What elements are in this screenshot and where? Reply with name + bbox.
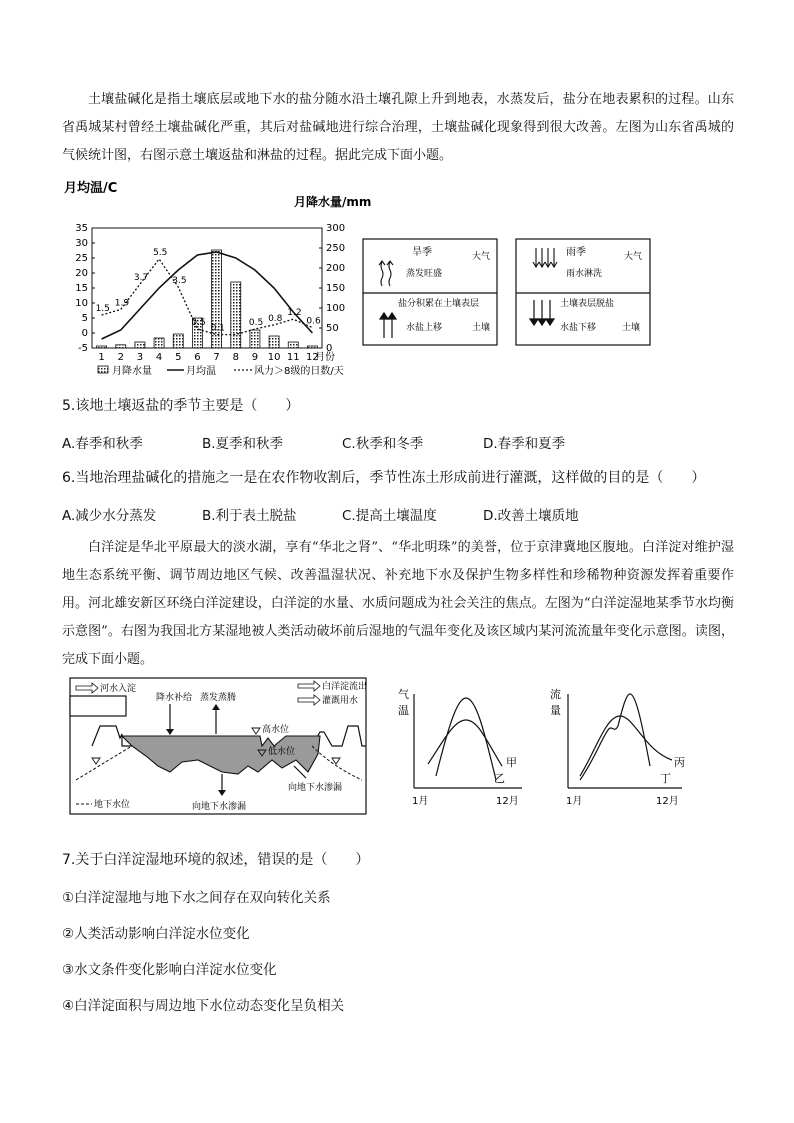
intro-paragraph-2: 白洋淀是华北平原最大的淡水湖，享有“华北之肾”、“华北明珠”的美誉，位于京津冀地区腹地。白洋淀对维护湿地生态系统平衡、调节周边地区气候、改善温湿状况、补充地下水及保护生物多样性和珍稀物种资源发挥着重要作用。河北雄安新区环绕白洋淀建设，白洋淀的水量、水质问题成为社会关注的焦点。左图为“白洋淀湿地某季节水均衡示意图”。右图为我国北方某湿地被人类活动破坏前后湿地的气温年变化及该区域内某河流流量年变化示意图。读图，完成下面小题。: [62, 540, 734, 667]
legend-temp-label: 月均温: [186, 366, 216, 377]
curve-label-yi: 乙: [494, 772, 505, 785]
month-tick-label: 1: [98, 352, 105, 363]
right-tick-label: 200: [326, 263, 346, 274]
q7-item-4: ④白洋淀面积与周边地下水位动态变化呈负相关: [62, 998, 345, 1014]
legend-wind-label: 风力＞8级的日数/天: [254, 366, 344, 377]
dry-soil-label: 土壤: [472, 323, 491, 333]
precip-bar: [116, 345, 126, 348]
dry-bottom-text: 水盐上移: [406, 323, 443, 333]
month-tick-label: 8: [232, 352, 239, 363]
soil-salt-diagram: [362, 238, 742, 348]
month-tick-label: 3: [136, 352, 144, 363]
question-5-stem: 5.该地土壤返盐的季节主要是（ ）: [62, 398, 300, 414]
label-low-water-level: 低水位: [268, 747, 296, 757]
left-tick-label: 5: [81, 313, 88, 324]
wind-data-label: 0.8: [268, 313, 283, 324]
flow-curve-bing: [580, 716, 672, 776]
month-tick-label: 9: [251, 352, 259, 363]
chart-right-axis-label: 月降水量/mm: [294, 195, 372, 209]
precip-bar: [154, 338, 164, 348]
temp-x-end: 12月: [496, 796, 519, 807]
chart-left-axis-label: 月均温/C: [64, 181, 118, 196]
rain-atmos-label: 大气: [624, 252, 643, 262]
curve-label-bing: 丙: [674, 756, 685, 769]
flow-chart-ylabel-2: 量: [550, 704, 561, 717]
wind-data-label: 0.6: [306, 316, 321, 327]
month-tick-label: 10: [267, 352, 281, 363]
dry-atmos-label: 大气: [472, 252, 491, 262]
question-7-stem: 7.关于白洋淀湿地环境的叙述，错误的是（ ）: [62, 852, 370, 868]
precip-bar: [288, 342, 298, 348]
right-tick-label: 100: [326, 303, 346, 314]
wind-data-label: 1.9: [114, 298, 130, 309]
label-seep-down: 向地下水渗漏: [192, 802, 247, 812]
legend-river-inflow: 河水入淀: [100, 684, 137, 694]
q7-item-3: ③水文条件变化影响白洋淀水位变化: [62, 962, 277, 978]
question-6-stem: 6.当地治理盐碱化的措施之一是在农作物收割后，季节性冻土形成前进行灌溉，这样做的目的是（ ）: [62, 470, 706, 486]
label-high-water-level: 高水位: [262, 725, 290, 735]
precip-bar: [231, 282, 241, 348]
flow-x-start: 1月: [566, 796, 583, 807]
dry-process-label: 蒸发旺盛: [406, 269, 443, 279]
right-tick-label: 300: [326, 223, 346, 234]
river-flow-chart: [546, 680, 696, 812]
wind-data-label: 3.5: [172, 276, 187, 286]
wind-data-label: 5.5: [153, 248, 168, 258]
precip-bar: [173, 334, 183, 348]
legend-irrigation: 灌溉用水: [322, 696, 359, 706]
right-tick-label: 0: [326, 343, 333, 354]
intro-paragraph-1: 土壤盐碱化是指土壤底层或地下水的盐分随水沿土壤孔隙上升到地表，水蒸发后，盐分在地表累积的过程。山东省禹城某村曾经土壤盐碱化严重，其后对盐碱地进行综合治理，土壤盐碱化现象得到很大改善。左图为山东省禹城的气候统计图，右图示意土壤返盐和淋盐的过程。据此完成下面小题。: [62, 92, 734, 163]
month-tick-label: 12: [306, 352, 319, 363]
q6-option-b[interactable]: B.利于表土脱盐: [202, 508, 297, 524]
temp-x-start: 1月: [412, 796, 429, 807]
month-tick-label: 7: [213, 352, 220, 363]
q5-option-d[interactable]: D.春季和夏季: [483, 436, 566, 452]
dry-season-title: 旱季: [412, 247, 432, 258]
wind-data-label: 1.5: [95, 304, 110, 314]
label-evaporation: 蒸发蒸腾: [200, 693, 237, 703]
legend-precip-swatch: [98, 366, 108, 373]
flow-chart-ylabel-1: 流: [550, 688, 561, 701]
q5-option-a[interactable]: A.春季和秋季: [62, 436, 143, 452]
temp-chart-ylabel-1: 气: [398, 688, 409, 701]
right-tick-label: 150: [326, 283, 346, 294]
legend-precip-label: 月降水量: [112, 366, 152, 377]
month-tick-label: 5: [175, 352, 182, 363]
left-tick-label: 0: [81, 328, 88, 339]
label-rain-recharge: 降水补给: [156, 693, 193, 703]
month-tick-label: 6: [194, 352, 201, 363]
curve-label-ding: 丁: [660, 772, 671, 785]
label-seep-side: 向地下水渗漏: [288, 783, 343, 793]
q6-option-c[interactable]: C.提高土壤温度: [342, 508, 437, 524]
wind-data-label: 0.5: [191, 318, 206, 328]
right-tick-label: 250: [326, 243, 346, 254]
blank-label-box: [70, 696, 126, 716]
precip-bar: [250, 330, 260, 348]
precip-bar: [307, 346, 317, 348]
temp-chart-ylabel-2: 温: [398, 704, 409, 717]
rain-process-label: 雨水淋洗: [566, 269, 603, 279]
month-tick-label: 11: [286, 352, 300, 363]
left-tick-label: 25: [75, 253, 88, 264]
wind-data-label: 1.2: [287, 308, 302, 319]
precip-bar: [269, 336, 279, 348]
wind-data-label: 0.1: [210, 323, 225, 334]
flow-x-end: 12月: [656, 796, 679, 807]
q6-option-d[interactable]: D.改善土壤质地: [483, 508, 579, 524]
q5-option-b[interactable]: B.夏季和秋季: [202, 436, 284, 452]
rain-soil-label: 土壤: [622, 323, 641, 333]
q7-item-2: ②人类活动影响白洋淀水位变化: [62, 926, 250, 942]
left-tick-label: 35: [75, 223, 88, 234]
month-axis-suffix: 月份: [315, 352, 335, 363]
left-tick-label: -5: [78, 343, 88, 354]
rain-season-title: 雨季: [566, 247, 586, 258]
salt-down-arrows-icon: [530, 300, 554, 325]
temperature-chart: [392, 680, 536, 812]
legend-outflow: 白洋淀流出: [322, 682, 368, 692]
left-tick-label: 15: [75, 283, 88, 294]
wind-data-label: 0.5: [248, 318, 264, 328]
month-tick-label: 2: [117, 352, 124, 363]
curve-label-jia: 甲: [506, 756, 517, 769]
left-tick-label: 30: [75, 238, 88, 249]
wind-data-label: 3.7: [133, 273, 149, 284]
left-tick-label: 10: [75, 298, 88, 309]
flow-curve-ding: [580, 694, 650, 780]
q7-item-1: ①白洋淀湿地与地下水之间存在双向转化关系: [62, 890, 331, 906]
rain-bottom-title: 土壤表层脱盐: [560, 299, 615, 309]
rain-bottom-text: 水盐下移: [560, 323, 597, 333]
left-tick-label: 20: [75, 268, 88, 279]
wetland-water-balance-diagram: [62, 676, 372, 816]
precip-bar: [97, 346, 107, 348]
q6-option-a[interactable]: A.减少水分蒸发: [62, 508, 157, 524]
precip-bar: [135, 342, 145, 348]
label-groundwater-level: 地下水位: [94, 800, 131, 810]
month-tick-label: 4: [155, 352, 163, 363]
right-tick-label: 50: [326, 323, 339, 334]
climate-chart: [62, 176, 372, 382]
dry-bottom-title: 盐分积累在土壤表层: [398, 299, 480, 309]
temperature-line: [102, 252, 313, 339]
q5-option-c[interactable]: C.秋季和冬季: [342, 436, 424, 452]
